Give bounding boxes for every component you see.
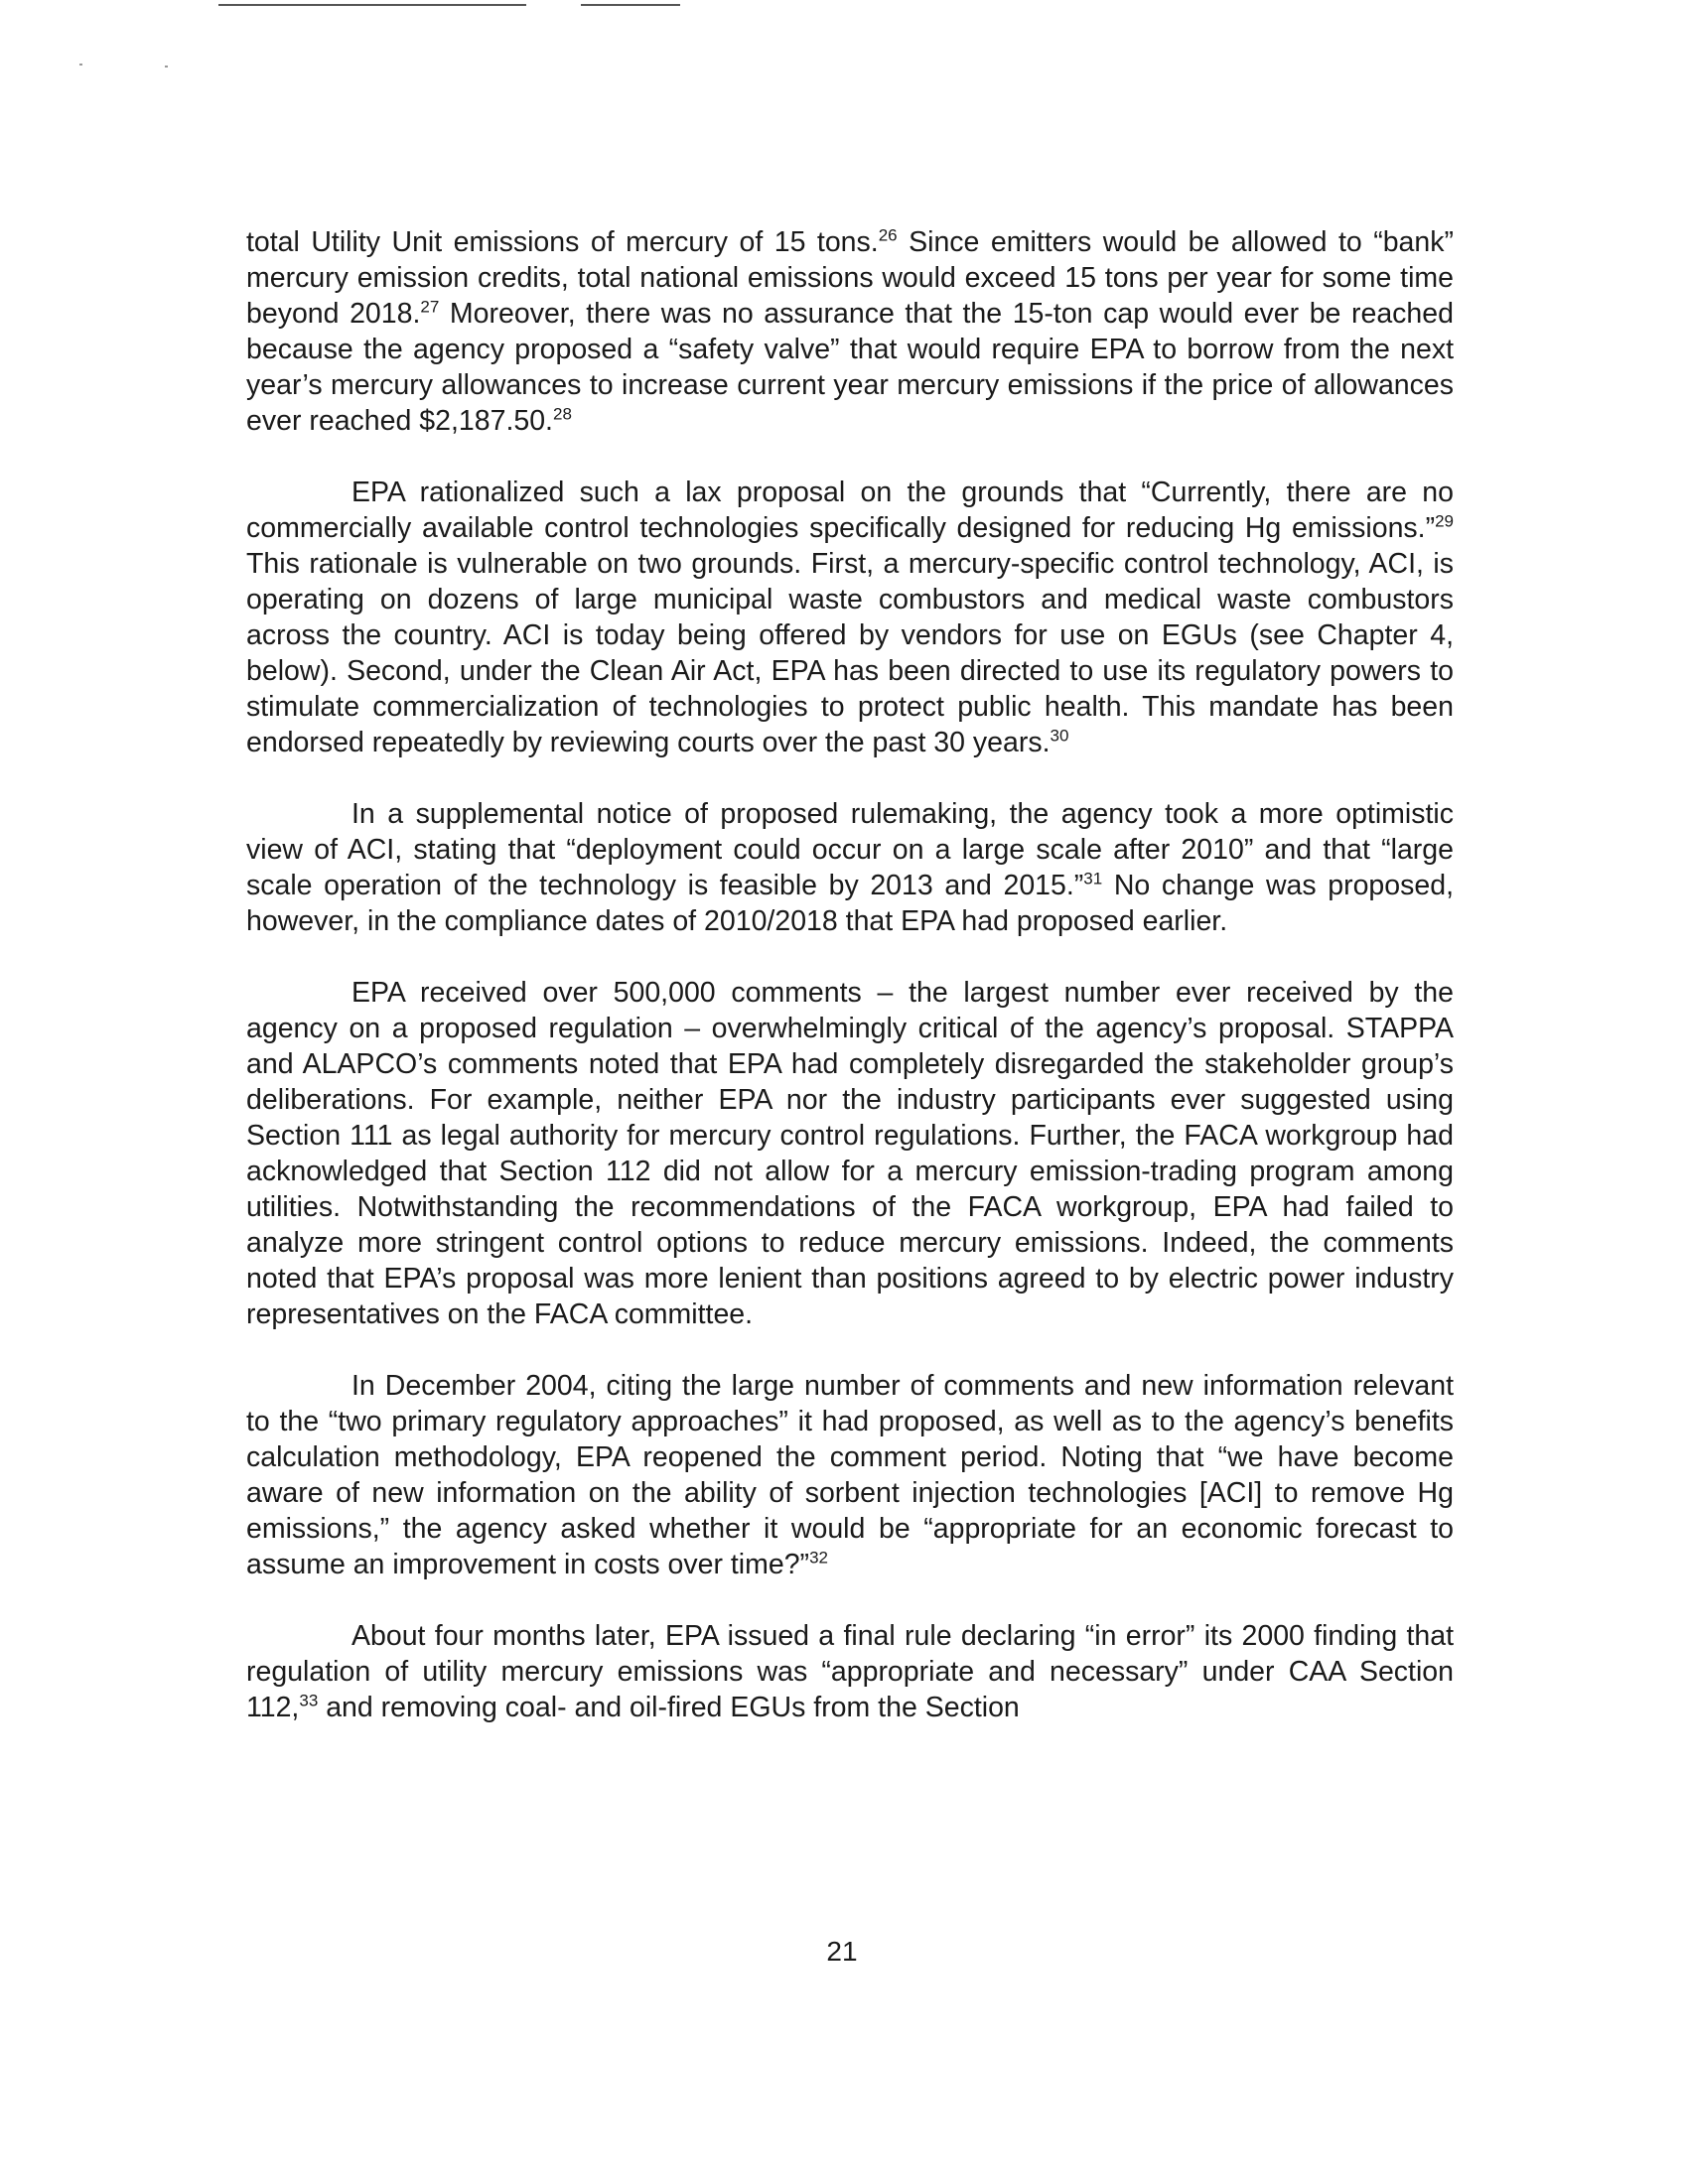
footnote-ref: 33 <box>299 1691 319 1710</box>
header-rule-right <box>581 4 680 6</box>
paragraph-text: This rationale is vulnerable on two grounds. First, a mercury-specific control technology, ACI, is operating on dozens of large municipal waste combustors and medical waste combustors across the country. ACI is today being offered by vendors for use on EGUs (see Chapter 4, below). Second, under the Clean Air Act, EPA has been directed to use its regulatory powers to stimulate commercialization of technologies to protect public health. This mandate has been endorsed repeatedly by reviewing courts over the past 30 years. <box>246 548 1454 758</box>
paragraph-text: In December 2004, citing the large number of comments and new information relevant to the “two primary regulatory approaches” it had proposed, as well as to the agency’s benefits calculation methodology, EPA reopened the comment period. Noting that “we have become aware of new information on the ability of sorbent injection technologies [ACI] to remove Hg emissions,” the agency asked whether it would be “appropriate for an economic forecast to assume an improvement in costs over time?” <box>246 1370 1454 1580</box>
paragraph-5 <box>246 1368 1454 1582</box>
paragraph-6 <box>246 1618 1454 1725</box>
paragraph-text: total Utility Unit emissions of mercury of 15 tons. <box>246 226 879 258</box>
scan-speck <box>165 66 168 68</box>
paragraph-text: and removing coal- and oil-fired EGUs from the Section <box>318 1692 1020 1723</box>
paragraph-text: No change was proposed, however, in the compliance dates of 2010/2018 that EPA had proposed earlier. <box>246 870 1454 937</box>
paragraph-text: Moreover, there was no assurance that the 15-ton cap would ever be reached because the agency proposed a “safety valve” that would require EPA to borrow from the next year’s mercury allowances to increase current year mercury emissions if the price of allowances ever reached $2,187.50. <box>246 298 1454 437</box>
footnote-ref: 26 <box>878 225 898 245</box>
footnote-ref: 30 <box>1050 726 1069 746</box>
footnote-ref: 28 <box>552 404 572 424</box>
paragraph-4 <box>246 975 1454 1332</box>
paragraph-1 <box>246 224 1454 439</box>
paragraph-3 <box>246 796 1454 939</box>
header-rule-left <box>218 4 526 6</box>
footnote-ref: 32 <box>809 1548 828 1568</box>
page-number: 21 <box>826 1936 858 1967</box>
paragraph-text: EPA rationalized such a lax proposal on the grounds that “Currently, there are no commercially available control technologies specifically designed for reducing Hg emissions.” <box>246 477 1454 544</box>
paragraph-text: Since emitters would be allowed to “bank” mercury emission credits, total national emissions would exceed 15 tons per year for some time beyond 2018. <box>246 226 1455 330</box>
paragraph-text: EPA received over 500,000 comments – the largest number ever received by the agency on a proposed regulation – overwhelmingly critical of the agency’s proposal. STAPPA and ALAPCO’s comments noted that EPA had completely disregarded the stakeholder group’s deliberations. For example, neither EPA nor the industry participants ever suggested using Section 111 as legal authority for mercury control regulations. Further, the FACA workgroup had acknowledged that Section 112 did not allow for a mercury emission-trading program among utilities. Notwithstanding the recommendations of the FACA workgroup, EPA had failed to analyze more stringent control options to reduce mercury emissions. Indeed, the comments noted that EPA’s proposal was more lenient than positions agreed to by electric power industry representatives on the FACA committee. <box>246 977 1454 1330</box>
footnote-ref: 27 <box>420 297 440 317</box>
footnote-ref: 29 <box>1435 511 1454 531</box>
scan-speck <box>79 64 82 66</box>
paragraph-text: In a supplemental notice of proposed rulemaking, the agency took a more optimistic view of ACI, stating that “deployment could occur on a large scale after 2010” and that “large scale operation of the technology is feasible by 2013 and 2015.” <box>246 798 1454 901</box>
footnote-ref: 31 <box>1083 869 1103 888</box>
paragraph-2 <box>246 475 1454 760</box>
paragraph-text: About four months later, EPA issued a final rule declaring “in error” its 2000 finding that regulation of utility mercury emissions was “appropriate and necessary” under CAA Section 112, <box>246 1620 1454 1723</box>
body-text <box>246 224 1454 1761</box>
